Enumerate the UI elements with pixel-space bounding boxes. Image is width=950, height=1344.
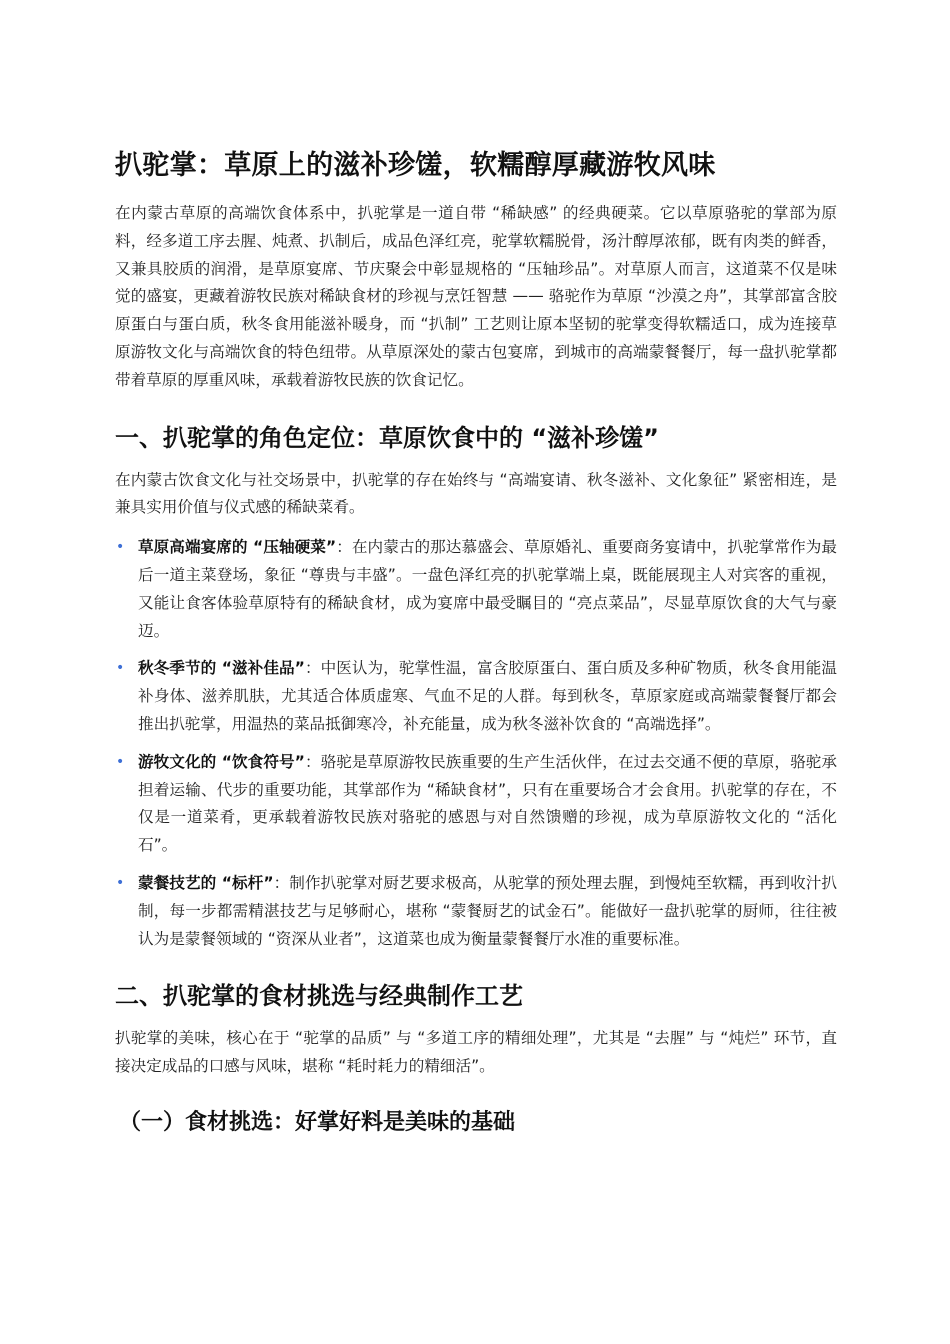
list-item <box>115 655 837 738</box>
section2-intro: 扒驼掌的美味，核心在于 “驼掌的品质” 与 “多道工序的精细处理”，尤其是 “去腥” 与 “炖烂” 环节，直接决定成品的口感与风味，堪称 “耗时耗力的精细活”。 <box>115 1029 837 1076</box>
document-title: 扒驼掌：草原上的滋补珍馐，软糯醇厚藏游牧风味 <box>115 150 716 181</box>
intro-paragraph: 在内蒙古草原的高端饮食体系中，扒驼掌是一道自带 “稀缺感” 的经典硬菜。它以草原骆驼的掌部为原料，经多道工序去腥、炖煮、扒制后，成品色泽红亮，驼掌软糯脱骨，汤汁醇厚浓郁，既有肉类的鲜香，又兼具胶质的润滑，是草原宴席、节庆聚会中彰显规格的 “压轴珍品”。对草原人而言，这道菜不仅是味觉的盛宴，更藏着游牧民族对稀缺食材的珍视与烹饪智慧 —— 骆驼作为草原 “沙漠之舟”，其掌部富含胶原蛋白与蛋白质，秋冬食用能滋补暖身，而 “扒制” 工艺则让原本坚韧的驼掌变得软糯适口，成为连接草原游牧文化与高端饮食的特色纽带。从草原深处的蒙古包宴席，到城市的高端蒙餐餐厅，每一盘扒驼掌都带着草原的厚重风味，承载着游牧民族的饮食记忆。 <box>115 204 837 389</box>
list-item-lead: 秋冬季节的 “滋补佳品” <box>138 659 305 678</box>
list-item <box>115 534 837 645</box>
list-item-text: ：在内蒙古的那达慕盛会、草原婚礼、重要商务宴请中，扒驼掌常作为最后一道主菜登场，象征 “尊贵与丰盛”。一盘色泽红亮的扒驼掌端上桌，既能展现主人对宾客的重视，又能让食客体验草原特有的稀缺食材，成为宴席中最受瞩目的 “亮点菜品”，尽显草原饮食的大气与豪迈。 <box>138 538 837 640</box>
list-item-text: ：制作扒驼掌对厨艺要求极高，从驼掌的预处理去腥，到慢炖至软糯，再到收汁扒制，每一步都需精湛技艺与足够耐心，堪称 “蒙餐厨艺的试金石”。能做好一盘扒驼掌的厨师，往往被认为是蒙餐领域的 “资深从业者”，这道菜也成为衡量蒙餐餐厅水准的重要标准。 <box>138 873 837 948</box>
document-page <box>115 146 837 1139</box>
bullet-icon: • <box>116 539 125 556</box>
section1-heading: 一、扒驼掌的角色定位：草原饮食中的 “滋补珍馐” <box>115 423 659 452</box>
list-item <box>115 749 837 860</box>
list-item-lead: 游牧文化的 “饮食符号” <box>138 752 305 771</box>
list-item-text: ：骆驼是草原游牧民族重要的生产生活伙伴，在过去交通不便的草原，骆驼承担着运输、代步的重要功能，其掌部作为 “稀缺食材”，只有在重要场合才会食用。扒驼掌的存在，不仅是一道菜肴，更承载着游牧民族对骆驼的感恩与对自然馈赠的珍视，成为草原游牧文化的 “活化石”。 <box>138 752 837 855</box>
list-item-text: ：中医认为，驼掌性温，富含胶原蛋白、蛋白质及多种矿物质，秋冬食用能温补身体、滋养肌肤，尤其适合体质虚寒、气血不足的人群。每到秋冬，草原家庭或高端蒙餐餐厅都会推出扒驼掌，用温热的菜品抵御寒冷，补充能量，成为秋冬滋补饮食的 “高端选择”。 <box>138 659 837 733</box>
bullet-icon: • <box>116 660 125 677</box>
section1-list <box>115 534 837 953</box>
list-item-lead: 蒙餐技艺的 “标杆” <box>138 873 274 892</box>
list-item <box>115 870 837 953</box>
bullet-icon: • <box>116 874 125 891</box>
section2-sub1-heading: （一）食材挑选：好掌好料是美味的基础 <box>119 1109 516 1135</box>
section2-heading: 二、扒驼掌的食材挑选与经典制作工艺 <box>115 982 523 1011</box>
list-item-lead: 草原高端宴席的 “压轴硬菜” <box>138 538 337 557</box>
bullet-icon: • <box>116 753 125 770</box>
section1-intro: 在内蒙古饮食文化与社交场景中，扒驼掌的存在始终与 “高端宴请、秋冬滋补、文化象征” 紧密相连，是兼具实用价值与仪式感的稀缺菜肴。 <box>115 470 837 517</box>
